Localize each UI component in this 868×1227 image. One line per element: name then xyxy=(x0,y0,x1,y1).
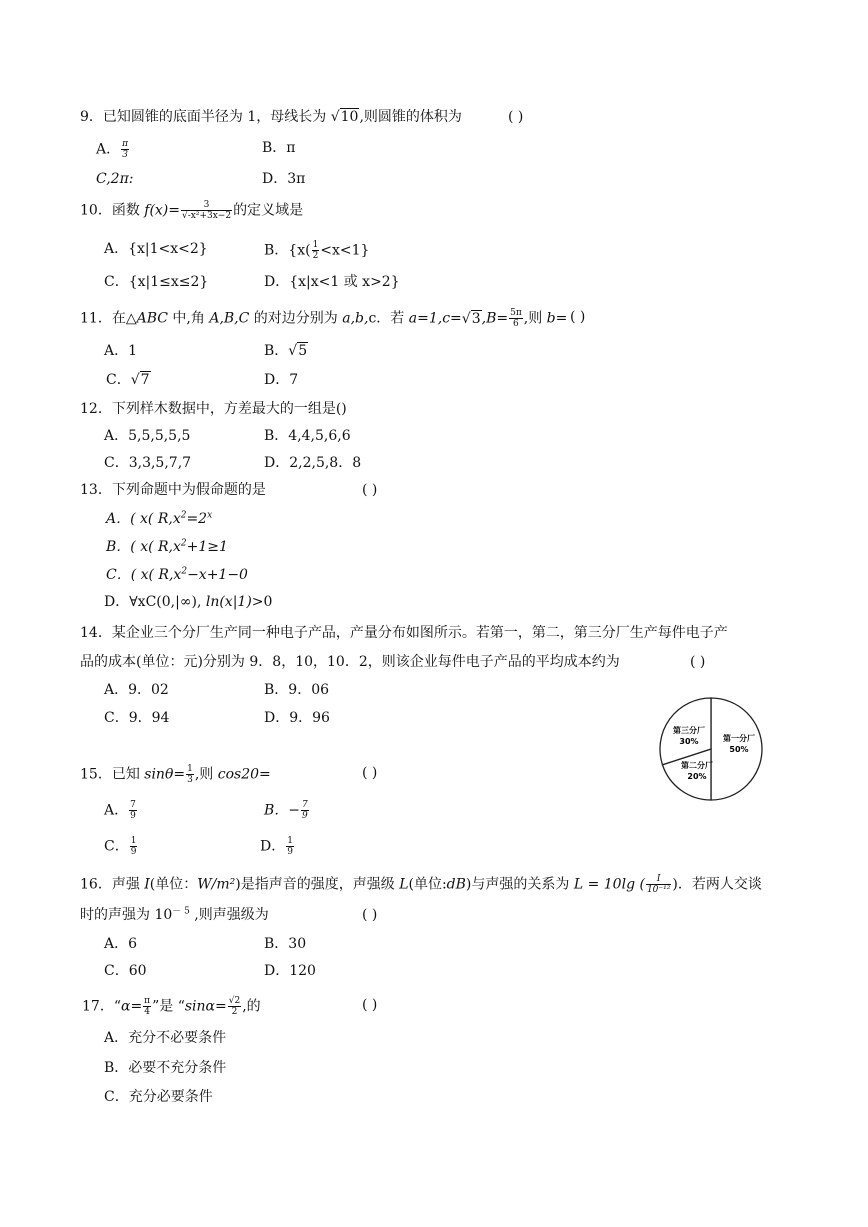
q9-answer-paren: ( ) xyxy=(508,109,524,125)
q15-option-a: A． $\frac{7}{9}$ xyxy=(104,800,136,821)
q9-option-b: B．π xyxy=(262,140,296,156)
q9-option-d: D．3π xyxy=(262,171,306,187)
q16-stem-line2: 时的声强为 $10^{- 5}$ ,则声强级为 xyxy=(80,906,269,923)
q10-stem: 10．函数 f(x)= $\frac{3}{\text{√-x²+3x−2}}$ 的定义域是 xyxy=(80,200,304,221)
q11-answer-paren: ( ) xyxy=(570,309,586,325)
q15-option-c: C． $\frac{1}{9}$ xyxy=(104,836,137,857)
q16-option-b: B．30 xyxy=(264,936,307,952)
q16-stem: 16．声强 I(单位：W/m²)是指声音的强度，声强级 L(单位:dB)与声强的关系为 L = 10lg ( $\frac{I}{\text{10⁻¹²}}$ )．若两人交谈 xyxy=(80,874,762,895)
q17-option-c: C．充分必要条件 xyxy=(104,1089,213,1105)
q14-option-b: B．9．06 xyxy=(264,682,330,698)
q14-option-d: D．9．96 xyxy=(264,710,330,726)
q11-stem: 11．在△ABC 中,角 A,B,C 的对边分别为 a,b,c．若 a=1,c=√3,B= $\frac{5\pi}{6}$ ,则 b= xyxy=(80,308,568,329)
q15-stem: 15．已知 sinθ= $\frac{1}{3}$ ,则 cos20= xyxy=(80,764,271,785)
q13-stem: 13．下列命题中为假命题的是 xyxy=(80,482,266,498)
q14-stem-line2: 品的成本(单位：元)分别为 9．8，10，10．2，则该企业每件电子产品的平均成本约为 xyxy=(80,654,620,670)
q11-option-a: A．1 xyxy=(104,343,138,359)
q13-option-d: D．∀xC(0,|∞), ln(x|1)>0 xyxy=(104,594,273,610)
q17-option-a: A．充分不必要条件 xyxy=(104,1030,227,1046)
pie-slice-value-label: 50% xyxy=(729,745,749,754)
pie-slice-label: 第二分厂 xyxy=(681,761,713,770)
q10-option-c: C．{x|1≤x≤2} xyxy=(104,274,209,290)
pie-slice-label: 第三分厂 xyxy=(673,726,705,735)
q17-answer-paren: ( ) xyxy=(362,997,378,1013)
q14-option-a: A．9．02 xyxy=(104,682,169,698)
q16-option-a: A．6 xyxy=(104,936,138,952)
q15-answer-paren: ( ) xyxy=(362,765,378,781)
q14-option-c: C．9．94 xyxy=(104,710,170,726)
q17-stem: 17．“α= $\frac{\pi}{4}$ ”是 “sinα= $\frac{√2}{2}$ ,的 xyxy=(82,996,261,1017)
q16-answer-paren: ( ) xyxy=(362,907,378,923)
q9-stem: 9．已知圆锥的底面半径为 1，母线长为 √10,则圆锥的体积为 xyxy=(80,109,462,125)
q15-option-b: B．− $\frac{7}{9}$ xyxy=(264,800,308,821)
q16-option-c: C．60 xyxy=(104,963,147,979)
q16-option-d: D．120 xyxy=(264,963,316,979)
q11-option-c: C．√7 xyxy=(106,372,150,388)
q12-stem: 12．下列样木数据中，方差最大的一组是() xyxy=(80,401,347,417)
q12-option-a: A．5,5,5,5,5 xyxy=(104,428,191,444)
q12-option-b: B．4,4,5,6,6 xyxy=(264,428,351,444)
q11-option-d: D．7 xyxy=(264,372,299,388)
q14-stem-line1: 14．某企业三个分厂生产同一种电子产品，产量分布如图所示。若第一，第二，第三分厂生产每件电子产 xyxy=(80,625,728,641)
pie-slice-value-label: 30% xyxy=(679,737,699,746)
pie-slice-label: 第一分厂 xyxy=(723,734,755,743)
q10-option-b: B．{x( $\frac{1}{2}$ <x<1} xyxy=(264,240,370,261)
q9-option-c: C,2π: xyxy=(96,171,134,187)
q11-option-b: B．√5 xyxy=(264,343,308,359)
q14-answer-paren: ( ) xyxy=(690,654,706,670)
q10-option-a: A．{x|1<x<2} xyxy=(104,241,208,257)
pie-slice-value-label: 20% xyxy=(687,772,707,781)
q15-option-d: D． $\frac{1}{9}$ xyxy=(260,836,293,857)
q13-option-c: C．( x( $R,x^2-x+1-0$ xyxy=(106,566,248,583)
q12-option-c: C．3,3,5,7,7 xyxy=(104,455,192,471)
production-pie-chart xyxy=(657,697,765,801)
q12-option-d: D．2,2,5,8．8 xyxy=(264,455,362,471)
q13-answer-paren: ( ) xyxy=(362,482,378,498)
q10-option-d: D．{x|x<1 或 x>2} xyxy=(264,274,400,290)
q13-option-b: B．( x( $R,x^2+1\ge 1$ xyxy=(106,538,228,555)
q13-option-a: A．( x( $R,x^2=2^x$ xyxy=(106,510,213,527)
q17-option-b: B．必要不充分条件 xyxy=(104,1060,227,1076)
q9-option-a: A． $\frac{\pi}{3}$ xyxy=(96,139,129,160)
